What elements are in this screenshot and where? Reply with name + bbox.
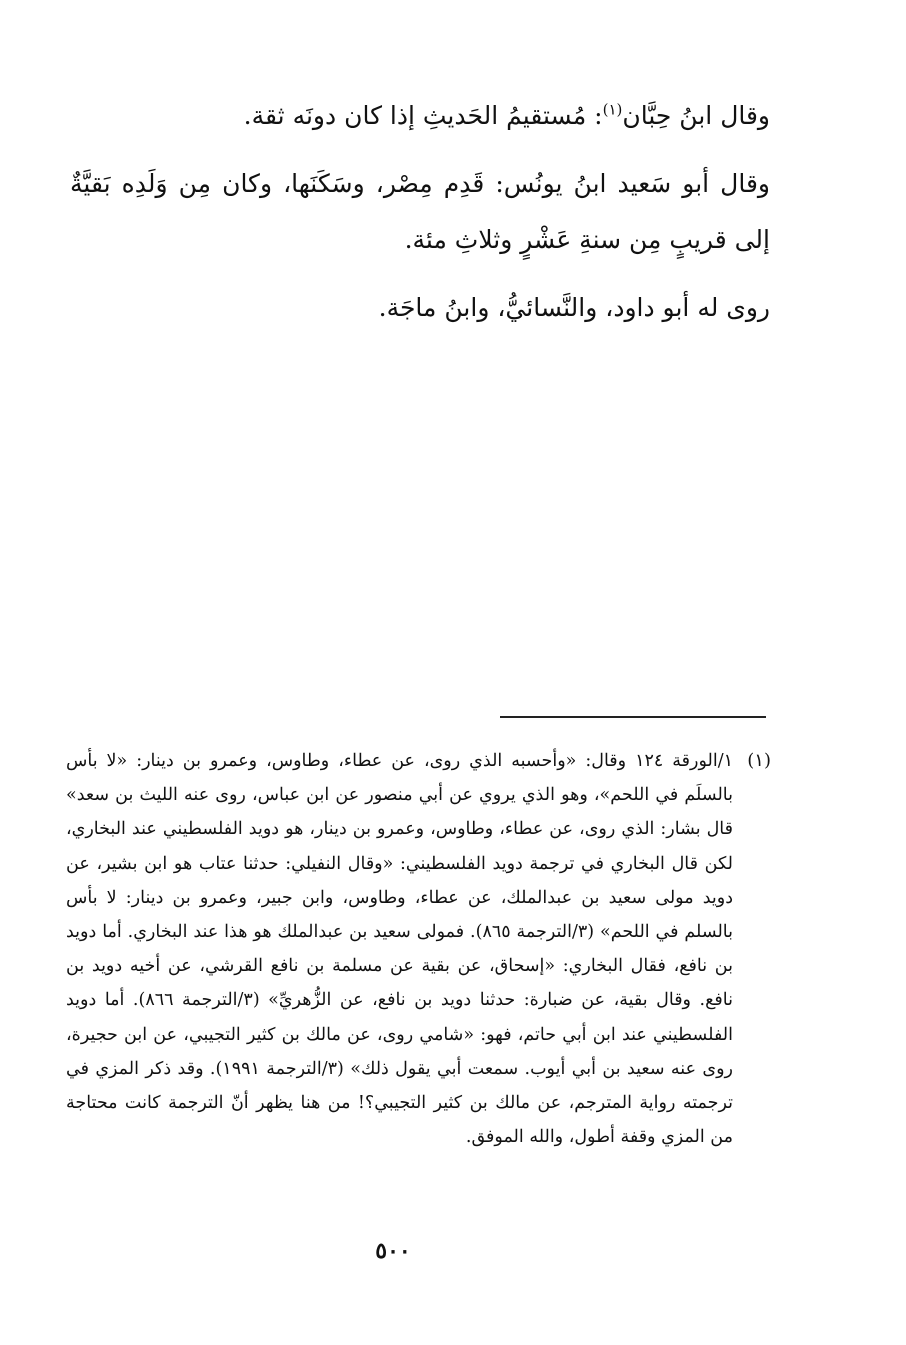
footnote-text: ١/الورقة ١٢٤ وقال: «وأحسبه الذي روى، عن عطاء، وطاوس، وعمرو بن دينار: «لا بأس بالسلَم في اللحم»، وهو الذي يروي عن أبي منصور عن ابن عباس، روى عنه الليث بن سعد» قال بشار: الذي روى، عن عطاء، وطاوس، وعمرو بن دينار، هو دويد الفلسطيني عند البخاري، لكن قال البخاري في ترجمة دويد الفلسطيني: «وقال النفيلي: حدثنا عتاب هو ابن بشير، عن دويد مولى سعيد بن عبدالملك، عن عطاء، وطاوس، وابن جبير، وعمرو بن دينار: لا بأس بالسلم في اللحم» (٣/الترجمة ٨٦٥). فمولى سعيد بن عبدالملك هو هذا عند البخاري. أما دويد بن نافع، فقال البخاري: «إسحاق، عن بقية عن مسلمة بن نافع القرشي، عن أخيه دويد بن نافع. وقال بقية، عن ضبارة: حدثنا دويد بن نافع، عن الزُّهريِّ» (٣/الترجمة ٨٦٦). أما دويد الفلسطيني عند ابن أبي حاتم، فهو: «شامي روى، عن مالك بن كثير التجيبي، عن ابن حجيرة، روى عنه سعيد بن أبي أيوب. سمعت أبي يقول ذلك» (٣/الترجمة ١٩٩١). وقد ذكر المزي في ترجمته رواية المترجم، عن مالك بن كثير التجيبي؟! من هنا يظهر أنّ الترجمة كانت محتاجة من المزي وقفة أطول، والله الموفق.	[66, 751, 733, 1148]
footnote	[66, 744, 771, 1154]
main-paragraph-1-end: : مُستقيمُ الحَديثِ إذا كان دونَه ثقة.	[243, 101, 603, 130]
main-paragraph-1	[70, 88, 770, 144]
footnote-number: (١)	[747, 750, 771, 771]
footnote-reference-mark: (١)	[602, 100, 623, 119]
main-text	[70, 88, 770, 336]
main-paragraph-2: وقال أبو سَعيد ابنُ يونُس: قَدِم مِصْر، وسَكَنَها، وكان مِن وَلَدِه بَقيَّةٌ إلى قريبٍ مِن سنةِ عَشْرٍ وثلاثِ مئة.	[70, 169, 770, 254]
page-number: ٥٠٠	[375, 1238, 411, 1264]
main-paragraph-1-start: وقال ابنُ حِبَّان	[622, 101, 770, 130]
footnote-separator	[500, 716, 766, 718]
main-paragraph-3: روى له أبو داود، والنَّسائيُّ، وابنُ ماجَة.	[378, 293, 770, 322]
